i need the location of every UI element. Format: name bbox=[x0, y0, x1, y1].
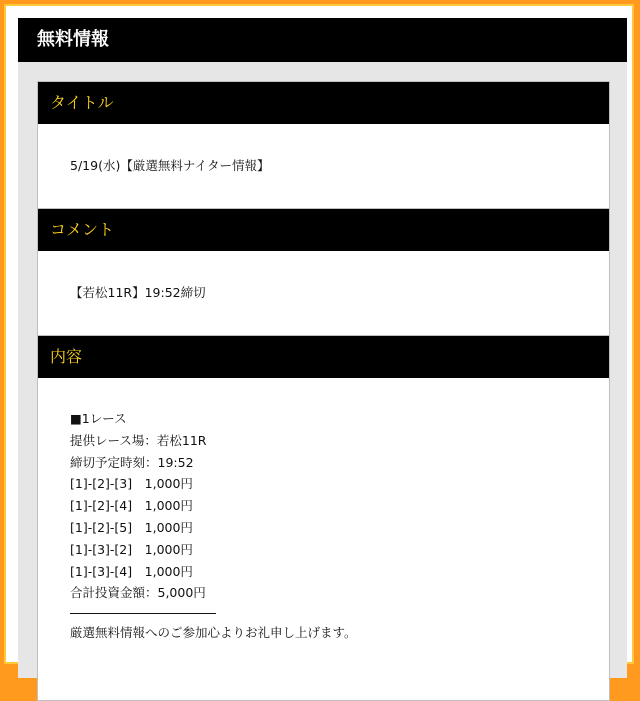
content-line: [1]-[2]-[3] 1,000円 bbox=[70, 476, 193, 492]
comment-section-heading: コメント bbox=[38, 209, 609, 251]
comment-value: 【若松11R】19:52締切 bbox=[70, 285, 206, 300]
content-line: [1]-[2]-[5] 1,000円 bbox=[70, 519, 193, 535]
comment-section-body bbox=[38, 251, 609, 335]
closing-message: 厳選無料情報へのご参加心よりお礼申し上げます。 bbox=[70, 625, 357, 641]
page-title: 無料情報 bbox=[18, 18, 627, 62]
content-line: ■1レース bbox=[70, 411, 127, 426]
content-rule bbox=[70, 613, 216, 614]
content-line: 合計投資金額：5,000円 bbox=[70, 585, 206, 601]
title-value: 5/19(水)【厳選無料ナイター情報】 bbox=[70, 158, 270, 173]
free-info-panel bbox=[18, 18, 627, 678]
title-section-body bbox=[38, 124, 609, 208]
content-section-body bbox=[38, 378, 609, 644]
info-card bbox=[37, 81, 610, 701]
content-line: [1]-[3]-[2] 1,000円 bbox=[70, 541, 193, 557]
page-frame bbox=[4, 4, 634, 664]
content-line: [1]-[2]-[4] 1,000円 bbox=[70, 498, 193, 514]
content-line: [1]-[3]-[4] 1,000円 bbox=[70, 563, 193, 579]
title-section-heading: タイトル bbox=[38, 82, 609, 124]
content-line: 締切予定時刻：19:52 bbox=[70, 454, 194, 470]
content-line: 提供レース場：若松11R bbox=[70, 432, 207, 448]
content-section-heading: 内容 bbox=[38, 336, 609, 378]
